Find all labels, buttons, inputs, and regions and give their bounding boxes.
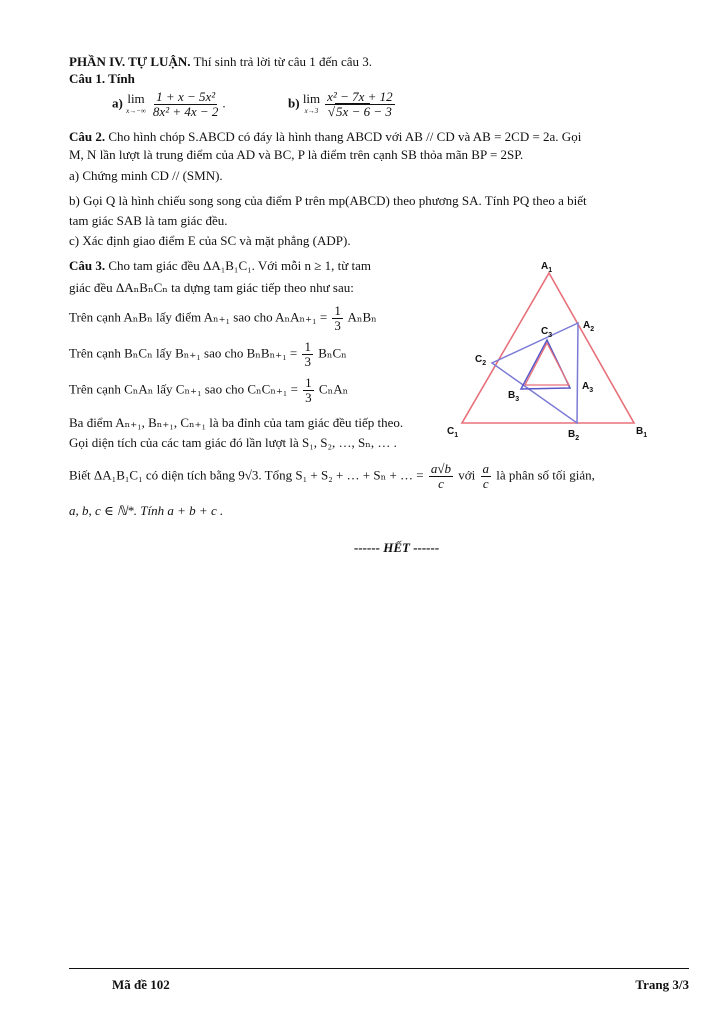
q1-b-den-tail: − 3 (370, 104, 392, 119)
q3-line6: Ba điểm Aₙ₊₁, Bₙ₊₁, Cₙ₊₁ là ba đỉnh của tam giác đều tiếp theo. (69, 415, 404, 430)
q3-rule2 (69, 340, 347, 369)
triangle-a4b4c4 (525, 343, 569, 385)
q3-rule3 (69, 376, 348, 405)
label-a2: $A_2$ (583, 320, 595, 333)
q1-b-limit: lim x→3 (302, 90, 321, 115)
q3-sum-fraction (429, 462, 453, 491)
q3-rule1-fraction (332, 304, 343, 333)
q1-b-numerator: x² − 7x + 12 (327, 89, 393, 104)
q1-a-fraction (151, 90, 220, 119)
triangle-a2b2c2 (492, 323, 578, 423)
label-a1: $A_1$ (541, 261, 553, 274)
q3-line8-pre: Biết ΔA₁B₁C₁ có diện tích bằng 9√3. Tổng S₁ + S₂ + … + Sₙ + … = (69, 467, 424, 483)
q2-line1-text: Cho hình chóp S.ABCD có đáy là hình thang ABCD với AB // CD và AB = 2CD = 2a. Gọi (108, 129, 582, 144)
q3-rule1-pre: Trên cạnh AₙBₙ lấy điểm Aₙ₊₁ sao cho AₙAₙ₊₁ = (69, 309, 328, 325)
q3-ratio-num: a (482, 461, 490, 476)
q3-label: Câu 3. (69, 258, 106, 273)
q3-line1-text: Cho tam giác đều ΔA₁B₁C₁. Với mỗi n ≥ 1, từ tam (108, 258, 372, 273)
section-header (69, 53, 372, 71)
q3-rule2-post: BₙCₙ (318, 345, 347, 361)
label-c1: $C_1$ (447, 426, 459, 439)
q3-rule1-num: 1 (334, 303, 341, 318)
q2-label: Câu 2. (69, 129, 106, 144)
section-instruction: Thí sinh trả lời từ câu 1 đến câu 3. (193, 54, 373, 69)
q3-line8-mid: với (458, 467, 476, 483)
exam-code: Mã đề 102 (112, 977, 170, 992)
page-number: Trang 3/3 (635, 977, 689, 992)
label-c2: $C_2$ (475, 354, 487, 367)
q1-a-limit: lim x→−∞ (126, 90, 146, 115)
q2-part-b2: tam giác SAB là tam giác đều. (69, 213, 228, 228)
label-c3: $C_3$ (541, 326, 553, 339)
q1-b-lim-sub: x→3 (304, 106, 319, 115)
q3-rule3-pre: Trên cạnh CₙAₙ lấy Cₙ₊₁ sao cho CₙCₙ₊₁ = (69, 381, 298, 397)
q2-part-a: a) Chứng minh CD // (SMN). (69, 168, 223, 183)
q3-ratio-den: c (482, 476, 489, 491)
q3-sum-num: a√b (430, 461, 452, 476)
q1-a-lim-sub: x→−∞ (126, 106, 146, 115)
q1-title: Câu 1. Tính (69, 71, 135, 86)
q1-a-denominator: 8x² + 4x − 2 (152, 104, 219, 119)
q3-rule1-post: AₙBₙ (347, 309, 377, 325)
label-b2: $B_2$ (568, 429, 580, 442)
q3-rule3-num: 1 (305, 375, 312, 390)
q1-part-a: a) lim x→−∞ $\frac{\text{1 + x − 5x²}}{\text{8x² + 4x − 2}}$ . (112, 89, 226, 119)
q1-b-label: b) (288, 95, 300, 111)
label-b1: $B_1$ (636, 426, 648, 439)
footer-divider (69, 968, 689, 969)
q3-rule2-fraction (302, 340, 313, 369)
q3-line8 (69, 462, 595, 491)
end-marker: ------ HẾT ------ (354, 540, 440, 555)
q3-sum-den: c (438, 476, 444, 491)
label-a3: $A_3$ (582, 381, 594, 394)
q3-ratio-fraction (481, 462, 492, 491)
q2-line1 (69, 128, 581, 146)
q1-b-fraction (325, 90, 394, 119)
q3-line9: a, b, c ∈ ℕ*. Tính a + b + c . (69, 503, 224, 518)
q3-line2: giác đều ΔAₙBₙCₙ ta dựng tam giác tiếp theo như sau: (69, 280, 354, 295)
q1-part-b (288, 90, 397, 119)
q2-line2: M, N lần lượt là trung điểm của AD và BC, P là điểm trên cạnh SB thỏa mãn BP = 2SP. (69, 147, 524, 162)
label-b3: $B_3$ (508, 390, 520, 403)
triangle-a3b3c3 (521, 340, 570, 389)
section-title: PHẦN IV. TỰ LUẬN. (69, 54, 191, 69)
triangle-figure (440, 256, 670, 446)
q2-part-b1: b) Gọi Q là hình chiếu song song của điểm P trên mp(ABCD) theo phương SA. Tính PQ theo a biết (69, 193, 587, 208)
q3-line8-post: là phân số tối giản, (496, 467, 595, 483)
q3-rule3-post: CₙAₙ (318, 381, 349, 397)
q1-b-radicand: 5x − 6 (336, 104, 371, 119)
q3-rule3-den: 3 (305, 390, 312, 405)
q3-rule2-num: 1 (304, 339, 311, 354)
q3-rule1 (69, 304, 377, 333)
q1-b-denominator: √5x − 6 − 3 (327, 104, 392, 119)
q1-a-numerator: 1 + x − 5x² (156, 89, 216, 104)
q3-rule2-pre: Trên cạnh BₙCₙ lấy Bₙ₊₁ sao cho BₙBₙ₊₁ = (69, 345, 298, 361)
q2-part-c: c) Xác định giao điểm E của SC và mặt phẳng (ADP). (69, 233, 351, 248)
q3-line1 (69, 257, 371, 275)
q3-line7: Gọi diện tích của các tam giác đó lần lượt là S₁, S₂, …, Sₙ, … . (69, 435, 397, 450)
q3-rule3-fraction (303, 376, 314, 405)
q3-rule1-den: 3 (334, 318, 341, 333)
q3-rule2-den: 3 (304, 354, 311, 369)
q1-a-label: a) (112, 95, 123, 111)
triangle-a1b1c1 (462, 273, 634, 423)
